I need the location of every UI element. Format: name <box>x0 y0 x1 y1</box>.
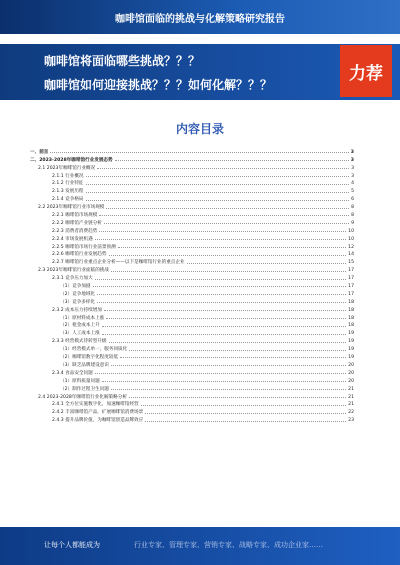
toc-leader-dots <box>109 342 347 343</box>
toc-entry-title: 一、前言 <box>30 149 49 155</box>
toc-entry[interactable] <box>30 336 354 344</box>
toc-entry-title: 2.4 2023-2028年咖啡馆行业化解策略分析 <box>38 394 127 400</box>
header-bar <box>0 0 400 34</box>
toc-entry-page: 3 <box>350 149 354 155</box>
toc-leader-dots <box>50 152 348 153</box>
toc-entry-page: 5 <box>351 189 354 195</box>
toc-entry[interactable] <box>30 234 354 242</box>
toc-entry-page: 20 <box>348 362 354 368</box>
toc-leader-dots <box>86 192 350 193</box>
toc-entry-title: 2.2.7 咖啡馆行业重点企业分析——以下是咖啡馆行业的重点企业 <box>52 260 185 266</box>
toc-leader-dots <box>115 160 349 161</box>
toc-entry-page: 21 <box>348 402 354 408</box>
toc-entry[interactable] <box>30 257 354 265</box>
toc-entry[interactable] <box>30 265 354 273</box>
toc-entry-title: 2.4.1 全方位实施数字化，加速咖啡馆经营 <box>52 402 139 408</box>
toc-entry-title: 2.1.4 竞争格局 <box>52 197 84 203</box>
toc-entry[interactable] <box>30 147 354 155</box>
toc-leader-dots <box>187 263 347 264</box>
banner-line-2: 咖啡馆如何迎接挑战？？？如何化解？？？ <box>44 78 273 92</box>
toc-entry-title: （2）咖啡馆数字化程度较低 <box>60 355 119 361</box>
toc-entry-title: 2.4.2 丰富咖啡馆产品，扩展咖啡馆消费场景 <box>52 410 144 416</box>
toc-entry[interactable] <box>30 210 354 218</box>
toc-leader-dots <box>102 381 346 382</box>
toc-leader-dots <box>111 365 346 366</box>
toc-leader-dots <box>145 413 346 414</box>
toc-leader-dots <box>104 310 346 311</box>
toc-entry[interactable] <box>30 368 354 376</box>
toc-leader-dots <box>106 318 346 319</box>
toc-leader-dots <box>129 350 346 351</box>
toc-entry[interactable] <box>30 171 354 179</box>
toc-entry-title: 2.3 2023年咖啡馆行业面临的挑战 <box>38 268 109 274</box>
toc-entry[interactable] <box>30 155 354 163</box>
toc-entry-page: 17 <box>348 268 354 274</box>
toc-entry-title: 2.2.1 咖啡馆市场规模 <box>52 213 98 219</box>
toc-entry-title: 2.2.4 市场发展机遇 <box>52 236 93 242</box>
toc-leader-dots <box>99 215 349 216</box>
toc-entry[interactable] <box>30 328 354 336</box>
toc-leader-dots <box>86 200 350 201</box>
toc-entry[interactable] <box>30 281 354 289</box>
toc-entry-page: 18 <box>348 323 354 329</box>
toc-entry-page: 9 <box>351 220 354 226</box>
toc-leader-dots <box>99 231 346 232</box>
toc-entry-page: 17 <box>348 284 354 290</box>
toc-entry-title: 2.3.3 经营模式待转型升级 <box>52 339 107 345</box>
toc-leader-dots <box>111 389 346 390</box>
toc-entry-page: 4 <box>351 181 354 187</box>
toc-leader-dots <box>145 421 346 422</box>
toc-entry-page: 19 <box>348 331 354 337</box>
toc-entry-title: （1）竞争加剧 <box>60 284 91 290</box>
toc-entry-page: 8 <box>351 213 354 219</box>
toc-leader-dots <box>97 294 346 295</box>
toc-entry-page: 10 <box>348 228 354 234</box>
toc-leader-dots <box>104 223 349 224</box>
recommend-logo <box>340 45 392 97</box>
toc-entry-title: 2.1.1 行业概况 <box>52 173 84 179</box>
banner-line-1: 咖啡馆将面临哪些挑战？？？ <box>44 54 201 68</box>
toc-entry-title: （2）制作过程卫生问题 <box>60 386 109 392</box>
toc-entry-page: 8 <box>351 205 354 211</box>
toc-entry-page: 19 <box>348 339 354 345</box>
toc-entry-title: 2.1.2 行业特征 <box>52 181 84 187</box>
toc-entry-title: 2.2.2 咖啡馆产业链分析 <box>52 220 102 226</box>
toc-entry[interactable] <box>30 179 354 187</box>
toc-entry-page: 12 <box>348 244 354 250</box>
report-title: 咖啡馆面临的挑战与化解策略研究报告 <box>115 13 285 25</box>
toc-entry-page: 17 <box>348 276 354 282</box>
toc-entry-title: （1）原料质量问题 <box>60 378 100 384</box>
toc-entry-page: 19 <box>348 347 354 353</box>
toc-entry-title: 2.4.3 提升品牌价值，为咖啡馆创造品牌效应 <box>52 418 144 424</box>
footer-roles: 行业专家、管理专家、营销专家、战略专家、成功企业家…… <box>134 541 323 549</box>
toc-entry[interactable] <box>30 407 354 415</box>
toc-entry-title: 2.2.6 咖啡馆行业发展趋势 <box>52 252 107 258</box>
toc-entry-title: 2.2.3 消费者消费趋势 <box>52 228 98 234</box>
toc-entry[interactable] <box>30 344 354 352</box>
toc-leader-dots <box>95 239 346 240</box>
toc-entry-title: （2）租金成本上升 <box>60 323 100 329</box>
toc-entry-page: 18 <box>348 315 354 321</box>
toc-entry-title: 2.1.3 发展历程 <box>52 189 84 195</box>
table-of-contents <box>30 147 354 423</box>
toc-leader-dots <box>97 168 349 169</box>
toc-entry-title: 2.2 2023年咖啡馆行业市场规模 <box>38 205 105 211</box>
toc-leader-dots <box>86 184 350 185</box>
toc-leader-dots <box>95 373 346 374</box>
toc-entry-title: 2.1 2023年咖啡馆行业概况 <box>38 165 96 171</box>
toc-entry-page: 18 <box>348 307 354 313</box>
toc-entry-title: 2.3.2 成本压力持续增加 <box>52 307 102 313</box>
toc-entry-title: 二、2023-2028年咖啡馆行业发展态势 <box>30 157 113 163</box>
toc-entry[interactable] <box>30 202 354 210</box>
toc-entry-page: 20 <box>348 378 354 384</box>
toc-leader-dots <box>120 357 346 358</box>
toc-entry-title: （3）缺乏品牌建设意识 <box>60 362 109 368</box>
toc-entry[interactable] <box>30 186 354 194</box>
toc-heading: 内容目录 <box>175 122 224 136</box>
toc-leader-dots <box>102 326 346 327</box>
toc-entry-title: （1）经营模式单一、服务同质化 <box>60 347 128 353</box>
toc-leader-dots <box>141 405 346 406</box>
toc-entry-page: 6 <box>351 197 354 203</box>
toc-entry[interactable] <box>30 392 354 400</box>
toc-leader-dots <box>102 334 346 335</box>
toc-entry[interactable] <box>30 194 354 202</box>
toc-entry-page: 22 <box>348 410 354 416</box>
toc-entry[interactable] <box>30 352 354 360</box>
toc-entry-page: 15 <box>348 260 354 266</box>
toc-entry[interactable] <box>30 289 354 297</box>
toc-entry-title: （3）竞争多样化 <box>60 299 96 305</box>
toc-entry-page: 19 <box>348 355 354 361</box>
toc-entry-page: 21 <box>348 394 354 400</box>
toc-entry[interactable] <box>30 297 354 305</box>
toc-entry-page: 23 <box>348 418 354 424</box>
toc-entry[interactable] <box>30 400 354 408</box>
toc-leader-dots <box>111 271 346 272</box>
toc-leader-dots <box>86 176 350 177</box>
toc-entry-page: 3 <box>351 165 354 171</box>
toc-leader-dots <box>129 397 346 398</box>
toc-entry-page: 10 <box>348 236 354 242</box>
toc-entry-title: 2.3.4 食品安全问题 <box>52 370 93 376</box>
toc-entry-title: 2.3.1 竞争压力加大 <box>52 276 93 282</box>
toc-leader-dots <box>95 279 346 280</box>
toc-entry-page: 14 <box>348 252 354 258</box>
toc-entry-page: 3 <box>351 173 354 179</box>
toc-entry-title: （1）原材料成本上涨 <box>60 315 105 321</box>
toc-entry-title: （2）竞争地域化 <box>60 291 96 297</box>
toc-entry-page: 3 <box>350 157 354 163</box>
toc-entry[interactable] <box>30 218 354 226</box>
toc-entry[interactable] <box>30 273 354 281</box>
toc-entry[interactable] <box>30 321 354 329</box>
toc-leader-dots <box>106 208 349 209</box>
toc-entry[interactable] <box>30 384 354 392</box>
toc-entry[interactable] <box>30 250 354 258</box>
toc-entry-title: （3）人工成本上涨 <box>60 331 100 337</box>
toc-entry-page: 20 <box>348 370 354 376</box>
toc-leader-dots <box>93 286 347 287</box>
footer-slogan: 让每个人都能成为 <box>44 541 100 549</box>
toc-entry[interactable] <box>30 226 354 234</box>
toc-entry-page: 21 <box>348 386 354 392</box>
toc-entry[interactable] <box>30 163 354 171</box>
toc-entry[interactable] <box>30 242 354 250</box>
toc-entry-page: 17 <box>348 291 354 297</box>
toc-entry[interactable] <box>30 360 354 368</box>
toc-entry[interactable] <box>30 305 354 313</box>
toc-entry-title: 2.2.5 咖啡馆市场行业前景预测 <box>52 244 116 250</box>
logo-text: 力荐 <box>349 63 383 84</box>
toc-entry[interactable] <box>30 376 354 384</box>
toc-leader-dots <box>109 255 347 256</box>
toc-entry[interactable] <box>30 313 354 321</box>
toc-leader-dots <box>97 302 346 303</box>
toc-leader-dots <box>118 247 346 248</box>
toc-entry[interactable] <box>30 415 354 423</box>
toc-entry-page: 18 <box>348 299 354 305</box>
